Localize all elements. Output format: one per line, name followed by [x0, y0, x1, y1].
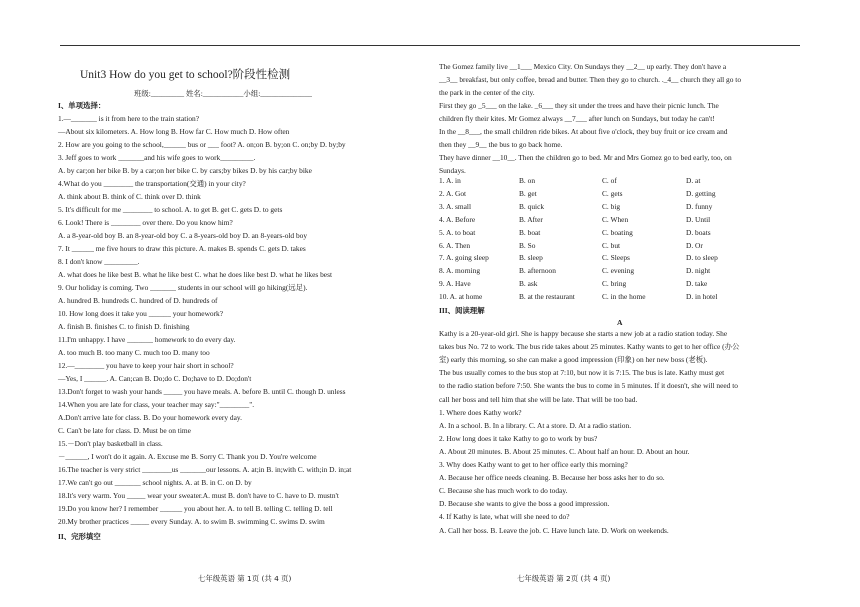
- question-line: 18.It's very warm. You _____ wear your sweater.A. must B. don't have to C. have to D. mustn't: [58, 491, 339, 500]
- reading-line: A. Because her office needs cleaning. B. Because her boss asks her to do so.: [439, 473, 665, 483]
- cloze-option: 8. A. morning: [439, 266, 481, 276]
- reading-line: 室) early this morning, so she can make a good impression (印象) on her new boss (老板).: [439, 355, 708, 365]
- cloze-option: B. ask: [519, 279, 538, 289]
- cloze-option: D. Until: [686, 214, 711, 224]
- cloze-option: C. evening: [602, 266, 635, 276]
- reading-line: Kathy is a 20-year-old girl. She is happy because she starts a new job at a radio station today. She: [439, 329, 728, 338]
- cloze-option: D. take: [686, 279, 708, 289]
- question-line: A. think about B. think of C. think over D. think: [58, 192, 201, 201]
- passage-line: First they go _5___ on the lake. _6___ they sit under the trees and have their picnic lunch. The: [439, 101, 719, 110]
- cloze-option: B. afternoon: [519, 266, 556, 276]
- cloze-option: D. night: [686, 266, 711, 276]
- question-line: —About six kilometers. A. How long B. How far C. How much D. How often: [58, 127, 290, 136]
- passage-line: Sundays.: [439, 166, 466, 175]
- question-line: 3. Jeff goes to work _______and his wife goes to work_________.: [58, 153, 256, 162]
- reading-line: D. Because she wants to give the boss a good impression.: [439, 499, 610, 509]
- passage-line: In the __8___, the small children ride bikes. At about five o'clock, they buy fruit or ice cream and: [439, 127, 728, 136]
- cloze-option: D. to sleep: [686, 253, 718, 263]
- question-line: C. Can't be late for class. D. Must be on time: [58, 426, 191, 435]
- cloze-option-row: [439, 228, 804, 238]
- cloze-option: C. of: [602, 176, 617, 185]
- cloze-option: C. bring: [602, 279, 627, 289]
- reading-line: 2. How long does it take Kathy to go to work by bus?: [439, 433, 598, 443]
- cloze-option: B. get: [519, 188, 537, 198]
- cloze-option: D. getting: [686, 188, 716, 198]
- passage-line: They have dinner __10__. Then the children go to bed. Mr and Mrs Gomez go to bed early, too, on: [439, 153, 732, 162]
- question-line: —Yes, I ______. A. Can;can B. Do;do C. Do;have to D. Do;don't: [58, 374, 252, 383]
- cloze-option-row: [439, 176, 804, 186]
- question-line: 2. How are you going to the school,______ bus or ___ foot? A. on;on B. by;on C. on;by D. by;by: [58, 140, 346, 149]
- question-line: 10. How long does it take you ______ your homework?: [58, 309, 224, 318]
- cloze-option: C. boating: [602, 227, 633, 237]
- reading-line: 1. Where does Kathy work?: [439, 407, 522, 417]
- question-line: 6. Look! There is ________ over there. Do you know him?: [58, 218, 233, 227]
- cloze-option: C. in the home: [602, 292, 646, 302]
- cloze-option-row: [439, 253, 804, 263]
- question-line: 8. I don't know _________.: [58, 257, 140, 266]
- cloze-option: D. funny: [686, 201, 713, 211]
- question-line: 12.—________ you have to keep your hair short in school?: [58, 361, 234, 370]
- cloze-option: 4. A. Before: [439, 214, 476, 224]
- cloze-option: D. boats: [686, 227, 711, 237]
- cloze-option: C. Sleeps: [602, 253, 630, 263]
- cloze-option-row: [439, 266, 804, 276]
- page-title: Unit3 How do you get to school?阶段性检测: [80, 69, 291, 81]
- reading-line: A. About 20 minutes. B. About 25 minutes. C. About half an hour. D. About an hour.: [439, 446, 690, 456]
- cloze-option: 6. A. Then: [439, 240, 471, 250]
- passage-line: the park in the center of the city.: [439, 88, 535, 97]
- cloze-option: 5. A. to boat: [439, 227, 476, 237]
- cloze-option-row: [439, 279, 804, 289]
- reading-line: 3. Why does Kathy want to get to her office early this morning?: [439, 460, 628, 469]
- reading-line: A. Call her boss. B. Leave the job. C. Have lunch late. D. Work on weekends.: [439, 525, 669, 535]
- cloze-option: 2. A. Got: [439, 188, 467, 198]
- cloze-option-row: [439, 241, 804, 251]
- question-line: 9. Our holiday is coming. Two _______ students in our school will go hiking(远足).: [58, 283, 308, 292]
- question-line: 15.－Don't play basketball in class.: [58, 439, 163, 448]
- student-info-line: 班级:_________ 姓名:___________小组:______________: [134, 89, 312, 98]
- question-line: A. too much B. too many C. much too D. many too: [58, 348, 210, 357]
- passage-line: __3__ breakfast, but only coffee, bread and butter. Then they go to church. ._4__ church they all go to: [439, 75, 742, 84]
- question-line: 4.What do you ________ the transportation(交通) in your city?: [58, 179, 246, 188]
- question-line: 7. It ______ me five hours to draw this picture. A. makes B. spends C. gets D. takes: [58, 244, 306, 253]
- question-line: 13.Don't forget to wash your hands _____ you have meals. A. before B. until C. though D. unless: [58, 387, 346, 396]
- reading-passage-label: A: [617, 318, 623, 327]
- passage-line: children fly their kites. Mr Gomez always __7___ after lunch on Sundays, but today he can't!: [439, 114, 715, 123]
- question-line: 11.I'm unhappy. I have _______ homework to do every day.: [58, 335, 236, 344]
- question-line: 5. It's difficult for me ________ to school. A. to get B. get C. gets D. to gets: [58, 205, 283, 214]
- cloze-option: C. big: [602, 201, 621, 211]
- cloze-option: 9. A. Have: [439, 279, 471, 289]
- cloze-option: B. So: [519, 240, 536, 250]
- cloze-option: B. sleep: [519, 253, 543, 263]
- footer-page-2: 七年级英语 第 2页 (共 4 页): [517, 574, 611, 583]
- cloze-option-row: [439, 202, 804, 212]
- reading-line: The bus usually comes to the bus stop at 7:10, but now it is 7:15. The bus is late. Kathy must get: [439, 368, 725, 378]
- section-heading-multiple-choice: I、单项选择：: [58, 101, 106, 110]
- section-heading-reading: III、阅读理解: [439, 306, 485, 315]
- question-line: A. a 8-year-old boy B. an 8-year-old boy C. a 8-years-old boy D. an 8-years-old boy: [58, 231, 308, 240]
- reading-line: C. Because she has much work to do today.: [439, 486, 568, 496]
- question-line: 14.When you are late for class, your teacher may say:"________".: [58, 400, 255, 409]
- reading-line: takes bus No. 72 to work. The bus ride takes about 25 minutes. Kathy wants to get to her office (办公: [439, 342, 740, 352]
- footer-page-1: 七年级英语 第 1页 (共 4 页): [198, 574, 292, 583]
- cloze-option-row: [439, 292, 804, 302]
- question-line: 17.We can't go out _______ school nights. A. at B. in C. on D. by: [58, 478, 252, 487]
- section-heading-cloze: II、完形填空: [58, 532, 101, 541]
- cloze-option: C. When: [602, 214, 629, 224]
- cloze-option-row: [439, 215, 804, 225]
- question-line: A. finish B. finishes C. to finish D. finishing: [58, 322, 190, 331]
- cloze-option: B. quick: [519, 201, 545, 211]
- reading-line: to the radio station before 7:50. She wants the bus to come in 5 minutes. If it doesn't, she will need to: [439, 381, 738, 391]
- cloze-option: B. After: [519, 214, 543, 224]
- passage-line: then they __9__ the bus to go back home.: [439, 140, 563, 149]
- reading-line: 4. If Kathy is late, what will she need to do?: [439, 512, 570, 522]
- question-line: 16.The teacher is very strict ________us _______our lessons. A. at;in B. in;with C. with;in D. in;at: [58, 465, 352, 474]
- cloze-option: B. boat: [519, 227, 541, 237]
- cloze-option: 1. A. in: [439, 176, 461, 185]
- passage-line: The Gomez family live __1___ Mexico City. On Sundays they __2__ up early. They don't have a: [439, 62, 727, 71]
- question-line: A.Don't arrive late for class. B. Do your homework every day.: [58, 413, 242, 422]
- cloze-option: 10. A. at home: [439, 292, 483, 302]
- cloze-option: C. but: [602, 240, 621, 250]
- question-line: A. hundred B. hundreds C. hundred of D. hundreds of: [58, 296, 218, 305]
- cloze-option: 3. A. small: [439, 201, 472, 211]
- question-line: 1.—_______ is it from here to the train station?: [58, 114, 200, 123]
- cloze-option: C. gets: [602, 188, 623, 198]
- cloze-option: D. in hotel: [686, 292, 718, 302]
- cloze-option: D. Or: [686, 240, 703, 250]
- question-line: A. by car;on her bike B. by a car;on her bike C. by cars;by bikes D. by his car;by bike: [58, 166, 312, 175]
- question-line: 20.My brother practices _____ every Sunday. A. to swim B. swimming C. swims D. swim: [58, 517, 325, 526]
- reading-line: A. In a school. B. In a library. C. At a store. D. At a radio station.: [439, 420, 632, 430]
- reading-line: call her boss and tell him that she will be late. That will be too bad.: [439, 394, 638, 404]
- question-line: 19.Do you know her? I remember ______ you about her. A. to tell B. telling C. telling D. tell: [58, 504, 333, 513]
- cloze-option: 7. A. going sleep: [439, 253, 489, 263]
- question-line: －______, I won't do it again. A. Excuse me B. Sorry C. Thank you D. You're welcome: [58, 452, 317, 461]
- question-line: A. what does he like best B. what he like best C. what he does like best D. what he likes best: [58, 270, 333, 279]
- cloze-option: B. at the restaurant: [519, 292, 575, 302]
- cloze-option: D. at: [686, 176, 701, 185]
- cloze-option: B. on: [519, 176, 536, 185]
- top-rule: [60, 45, 800, 46]
- cloze-option-row: [439, 189, 804, 199]
